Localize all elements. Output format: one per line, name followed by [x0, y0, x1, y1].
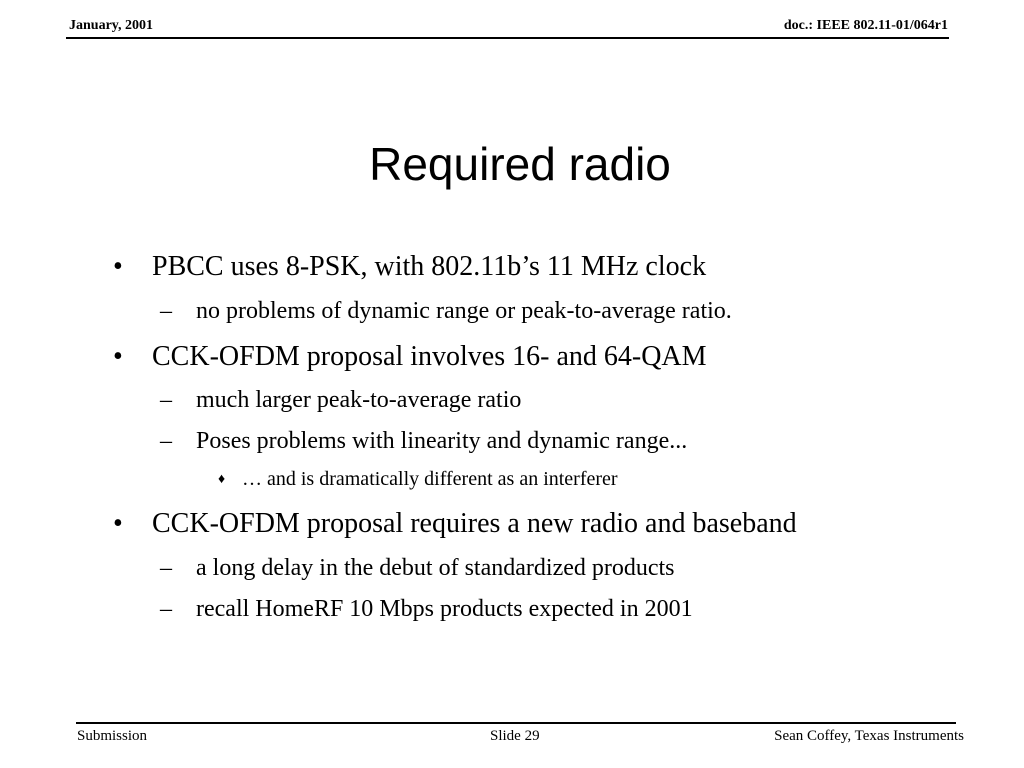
header-rule: [66, 37, 949, 39]
sub-bullet-item: Poses problems with linearity and dynamic range...: [196, 428, 688, 454]
footer-slide-number: Slide 29: [490, 728, 540, 744]
sub-bullet-item: much larger peak-to-average ratio: [196, 387, 522, 413]
sub-bullet-marker: –: [160, 298, 172, 324]
sub-bullet-marker: –: [160, 387, 172, 413]
bullet-item: PBCC uses 8-PSK, with 802.11b’s 11 MHz clock: [152, 251, 707, 282]
sub-bullet-marker: –: [160, 555, 172, 581]
slide-title: Required radio: [369, 138, 671, 190]
footer-submission: Submission: [77, 728, 148, 744]
sub-bullet-item: no problems of dynamic range or peak-to-average ratio.: [196, 298, 732, 324]
header-doc-id: doc.: IEEE 802.11-01/064r1: [783, 18, 948, 33]
footer-rule: [76, 722, 956, 724]
sub-sub-bullet-item: … and is dramatically different as an interferer: [242, 468, 618, 490]
sub-bullet-marker: –: [160, 428, 172, 454]
bullet-marker: •: [113, 508, 123, 539]
bullet-item: CCK-OFDM proposal involves 16- and 64-QAM: [152, 341, 707, 372]
bullet-marker: •: [113, 341, 123, 372]
bullet-marker: •: [113, 251, 123, 282]
sub-bullet-marker: –: [160, 596, 172, 622]
bullet-item: CCK-OFDM proposal requires a new radio and baseband: [152, 508, 797, 539]
footer-author: Sean Coffey, Texas Instruments: [774, 728, 964, 744]
sub-bullet-item: recall HomeRF 10 Mbps products expected in 2001: [196, 596, 693, 622]
sub-bullet-item: a long delay in the debut of standardized products: [196, 555, 675, 581]
header-date: January, 2001: [69, 18, 154, 33]
diamond-bullet-icon: ♦: [218, 472, 226, 487]
